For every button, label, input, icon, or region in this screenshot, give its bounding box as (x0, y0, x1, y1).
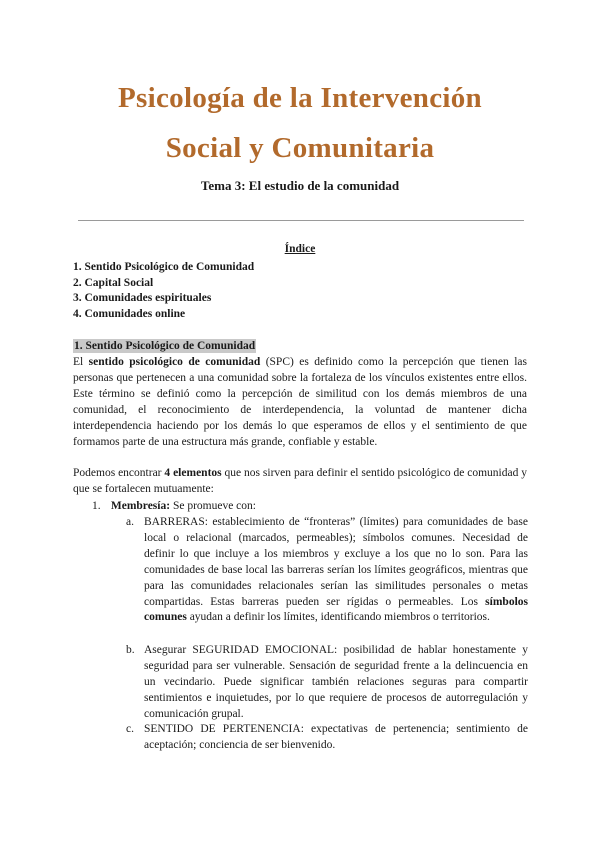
bold-term: sentido psicológico de comunidad (88, 356, 261, 368)
section-heading: 1. Sentido Psicológico de Comunidad (74, 340, 256, 352)
document-title-line-2: Social y Comunitaria (165, 132, 435, 164)
paragraph-spc-definition (73, 355, 527, 450)
sublist-item-pertenencia (128, 722, 528, 754)
toc-item: 4. Comunidades online (73, 307, 186, 320)
paragraph-elements-intro (73, 466, 527, 498)
text-run: El (73, 356, 89, 368)
sublist-item-barreras (128, 515, 528, 626)
sublist-item-seguridad (128, 643, 528, 723)
list-letter: a. (126, 516, 134, 528)
bold-term: Membresía: (110, 500, 171, 512)
document-subtitle: Tema 3: El estudio de la comunidad (200, 178, 400, 193)
horizontal-divider (78, 220, 524, 221)
text-run: (SPC) es definido como la percepción que tienen las personas que pertenecen a una comunidad sobre la fortaleza de los vínculos existentes entre ellos. Este término se definió como la percepción de similitud con los demás miembros de una comunidad, el reconocimiento de interdependencia, la voluntad de mantener dicha interdependencia haciendo por los demás lo que esperamos de ellos y el sentimiento de que formamos parte de una estructura más grande, confiable y estable. (73, 356, 527, 448)
toc-item: 3. Comunidades espirituales (73, 292, 212, 305)
text-run: Se promueve con: (170, 500, 256, 512)
text-run: que nos sirven para definir el sentido psicológico de comunidad y que se fortalecen mutuamente: (73, 467, 527, 495)
list-letter: c. (126, 723, 134, 735)
list-item-membresia (92, 499, 256, 515)
text-run: ayudan a definir los límites, identificando miembros o territorios. (186, 611, 490, 624)
text-run: BARRERAS: establecimiento de “fronteras” (límites) para comunidades de base local o relacional (marcados, permeables); símbolos comunes. Necesidad de definir lo que incluye a los miembros y excluye a los que no lo son. Para las comunidades de base local las barreras serían los límites geográficos, mientras que para las comunidades relacionales serían las similitudes personales o metas compartidas. Estas barreras pueden ser rígidas o permeables. Los (144, 516, 528, 608)
index-title: Índice (284, 243, 316, 255)
sublist-text: Asegurar SEGURIDAD EMOCIONAL: posibilidad de hablar honestamente y seguridad para ser vulnerable. Sensación de seguridad frente a la delincuencia en un vecindario. Puede significar también relaciones seguras para compartir sentimientos e inquietudes, por lo que requiere de procesos de autorregulación y comunicación grupal. (144, 644, 528, 720)
text-run: Podemos encontrar (73, 467, 165, 479)
bold-term: símbolos comunes (144, 595, 528, 624)
table-of-contents (73, 260, 254, 322)
toc-item: 2. Capital Social (73, 276, 154, 289)
list-letter: b. (126, 644, 135, 656)
list-number: 1. (92, 500, 101, 512)
sublist-text (144, 515, 528, 626)
bold-term: 4 elementos (164, 467, 222, 479)
toc-item: 1. Sentido Psicológico de Comunidad (73, 261, 255, 273)
document-title-line-1: Psicología de la Intervención (118, 82, 482, 114)
sublist-text: SENTIDO DE PERTENENCIA: expectativas de pertenencia; sentimiento de aceptación; conciencia de ser bienvenido. (144, 723, 528, 751)
